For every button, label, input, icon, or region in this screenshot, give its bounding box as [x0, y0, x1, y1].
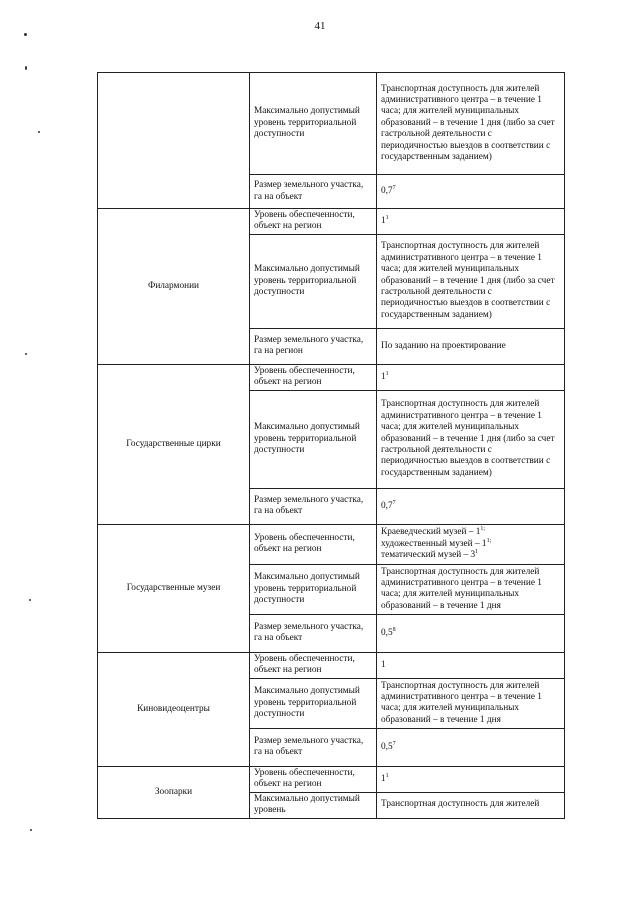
table-row: [98, 524, 565, 564]
param-cell: Уровень обеспеченности, объект на регион: [250, 209, 377, 235]
category-cell: Государственные цирки: [98, 364, 250, 524]
scan-speck: [24, 33, 27, 36]
table-row: [98, 364, 565, 390]
param-cell: Уровень обеспеченности, объект на регион: [250, 364, 377, 390]
page-number: 41: [314, 20, 326, 32]
value-cell: $1^1$: [377, 209, 565, 235]
table-row: [98, 652, 565, 678]
value-cell: По заданию на проектирование: [377, 328, 565, 364]
value-cell: $0,5^7$: [377, 728, 565, 766]
table-row: [98, 209, 565, 235]
param-cell: Уровень обеспеченности, объект на регион: [250, 524, 377, 564]
category-cell: Филармонии: [98, 209, 250, 365]
value-cell: Транспортная доступность для жителей административного центра – в течение 1 часа; для жителей муниципальных образований – в течение 1 дня: [377, 564, 565, 614]
param-cell: Максимально допустимый уровень территориальной доступности: [250, 564, 377, 614]
value-cell: Транспортная доступность для жителей административного центра – в течение 1 часа; для жителей муниципальных образований – в течение 1 дня (либо за счет гастрольной деятельности с периодичностью выездов в соответствии с государственным заданием): [377, 73, 565, 175]
category-cell: Киновидеоцентры: [98, 652, 250, 766]
param-cell: Размер земельного участка, га на объект: [250, 728, 377, 766]
param-cell: Уровень обеспеченности, объект на регион: [250, 652, 377, 678]
param-cell: Максимально допустимый уровень территориальной доступности: [250, 234, 377, 328]
category-cell: [98, 73, 250, 209]
param-cell: Размер земельного участка, га на объект: [250, 488, 377, 524]
param-cell: Максимально допустимый уровень: [250, 792, 377, 818]
scan-speck: [25, 353, 27, 355]
scan-speck: [25, 66, 27, 70]
param-cell: Максимально допустимый уровень территориальной доступности: [250, 73, 377, 175]
category-cell: Зоопарки: [98, 766, 250, 818]
param-cell: Уровень обеспеченности, объект на регион: [250, 766, 377, 792]
param-cell: Размер земельного участка, га на регион: [250, 328, 377, 364]
value-cell: Транспортная доступность для жителей: [377, 792, 565, 818]
value-cell: $0,5^8$: [377, 614, 565, 652]
value-cell: Транспортная доступность для жителей административного центра – в течение 1 часа; для жителей муниципальных образований – в течение 1 дня: [377, 678, 565, 728]
param-cell: Размер земельного участка, га на объект: [250, 175, 377, 209]
value-cell: Транспортная доступность для жителей административного центра – в течение 1 часа; для жителей муниципальных образований – в течение 1 дня (либо за счет гастрольной деятельности с периодичностью выездов в соответствии с государственным заданием): [377, 390, 565, 488]
param-cell: Размер земельного участка, га на объект: [250, 614, 377, 652]
value-cell: Краеведческий музей – $1^{1;}$ художественный музей – $1^{1;}$ тематический музей – $3^1$: [377, 524, 565, 564]
value-cell: $1^1$: [377, 364, 565, 390]
value-cell: $0,7^7$: [377, 488, 565, 524]
value-cell: $1^1$: [377, 766, 565, 792]
table-row: [98, 766, 565, 792]
param-cell: Максимально допустимый уровень территориальной доступности: [250, 678, 377, 728]
scan-speck: [30, 829, 32, 831]
value-cell: Транспортная доступность для жителей административного центра – в течение 1 часа; для жителей муниципальных образований – в течение 1 дня (либо за счет гастрольной деятельности с периодичностью выездов в соответствии с государственным заданием): [377, 234, 565, 328]
table-row: [98, 73, 565, 175]
scan-speck: [29, 599, 31, 601]
norms-table: [97, 72, 565, 819]
category-cell: Государственные музеи: [98, 524, 250, 652]
scan-speck: [38, 131, 40, 133]
value-cell: 1: [377, 652, 565, 678]
value-cell: $0,7^7$: [377, 175, 565, 209]
param-cell: Максимально допустимый уровень территориальной доступности: [250, 390, 377, 488]
